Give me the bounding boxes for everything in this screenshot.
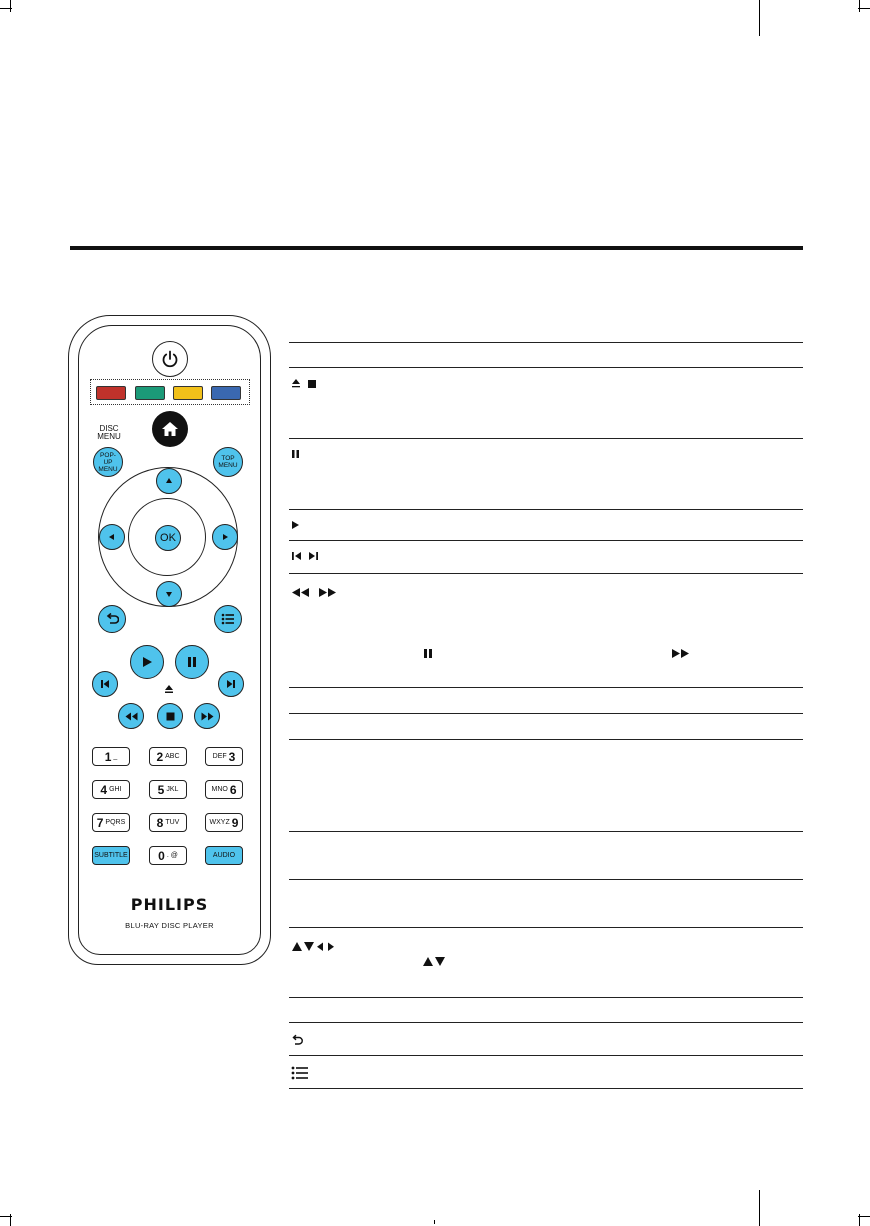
key-letters: _ [113,753,118,760]
stop-icon [307,379,317,389]
previous-button[interactable] [92,671,118,697]
audio-button[interactable] [205,846,243,865]
pause-icon [291,449,300,459]
key-digit: 8 [156,815,164,830]
fast-forward-icon [317,587,337,598]
down-arrow-icon [165,590,173,598]
play-button[interactable] [130,645,164,679]
key-digit: 9 [231,815,239,830]
right-arrow-icon [221,533,229,541]
crop-mark [759,1190,760,1226]
key-digit: 3 [228,749,236,764]
color-buttons [90,379,250,405]
fast-forward-button[interactable] [194,703,220,729]
crop-mark [859,0,860,12]
key-letters: PQRS [105,819,126,826]
back-button[interactable] [98,605,126,633]
table-rule [289,879,803,880]
key-digit: 2 [156,749,164,764]
home-button[interactable] [152,411,188,447]
key-letters: TUV [165,819,180,826]
ok-bubble[interactable] [155,525,181,551]
crop-mark [859,1214,860,1226]
options-button[interactable] [214,605,242,633]
key-letters: GHI [109,786,122,793]
rewind-button[interactable] [118,703,144,729]
back-cell [291,1034,303,1046]
key-digit: 5 [157,782,165,797]
table-rule [289,831,803,832]
key-0[interactable] [149,846,187,865]
key-3[interactable] [205,747,243,766]
play-icon [141,656,153,668]
table-rule [289,997,803,998]
subtitle-button[interactable] [92,846,130,865]
left-button[interactable] [99,524,125,550]
left-arrow-icon [108,533,116,541]
top-menu-button[interactable] [213,447,243,477]
red-button[interactable] [96,386,126,400]
next-button[interactable] [218,671,244,697]
up-down-arrows-icon [422,956,448,968]
stop-button[interactable] [157,703,183,729]
rewind-forward-cell [291,587,337,598]
table-rule [289,1055,803,1056]
rewind-icon [125,712,138,721]
up-button[interactable] [156,468,182,494]
ok-label: OK [160,532,176,544]
key-7[interactable] [92,813,130,832]
play-icon [291,520,300,530]
key-letters: MNO [211,786,228,793]
key-digit: 6 [229,782,237,797]
crop-mark [759,0,760,36]
right-button[interactable] [212,524,238,550]
key-4[interactable] [92,780,130,799]
previous-icon [291,551,302,561]
popup-menu-button[interactable] [93,447,123,477]
table-rule [289,739,803,740]
key-5[interactable] [149,780,187,799]
remote-control-illustration [68,315,271,965]
eject-icon [164,684,174,694]
key-letters: JKL [166,786,179,793]
subtitle-label: SUBTITLE [94,852,128,859]
fast-forward-icon [670,648,690,659]
table-rule [289,1088,803,1089]
table-rule [289,687,803,688]
table-rule [289,438,803,439]
key-1[interactable] [92,747,130,766]
audio-label: AUDIO [212,852,236,859]
popup-menu-label: POP-UP MENU [98,451,118,473]
rewind-icon [291,587,311,598]
crop-mark [10,1214,11,1226]
key-9[interactable] [205,813,243,832]
table-rule [289,1022,803,1023]
previous-icon [100,679,110,689]
disc-menu-label: DISC MENU [97,424,121,441]
key-digit: 4 [100,782,108,797]
up-arrow-icon [165,477,173,485]
key-6[interactable] [205,780,243,799]
navigation-cell [291,941,343,953]
pause-icon [423,648,433,659]
key-digit: 1 [104,749,112,764]
key-letters: . @ [166,852,178,859]
pause-cell [291,449,300,459]
crop-mark [434,1220,435,1224]
down-button[interactable] [156,581,182,607]
key-digit: 0 [158,848,165,863]
options-cell [291,1066,309,1080]
eject-icon [291,378,301,389]
options-icon [221,613,235,625]
key-8[interactable] [149,813,187,832]
navigation-arrows-icon [291,941,343,953]
table-rule [289,342,803,343]
back-icon [291,1034,303,1046]
power-button[interactable] [152,341,188,377]
key-2[interactable] [149,747,187,766]
crop-mark [10,0,11,12]
next-icon [226,679,236,689]
pause-button[interactable] [175,645,209,679]
key-letters: DEF [212,753,227,760]
blue-button[interactable] [211,386,241,400]
table-rule [289,509,803,510]
table-rule [289,713,803,714]
eject-stop-cell [291,378,317,389]
previous-next-cell [291,551,319,561]
table-rule [289,573,803,574]
home-icon [161,421,179,437]
options-icon [291,1066,309,1080]
table-rule [289,540,803,541]
power-icon [160,349,180,369]
fast-forward-icon [201,712,214,721]
next-icon [308,551,319,561]
key-digit: 7 [96,815,104,830]
pause-icon [187,656,197,668]
stop-icon [166,712,175,721]
play-cell [291,520,300,530]
green-button[interactable] [135,386,165,400]
key-letters: ABC [165,753,180,760]
table-rule [289,367,803,368]
section-rule [70,246,803,250]
model-label: BLU-RAY DISC PLAYER [125,921,214,930]
back-icon [105,612,119,626]
table-rule [289,927,803,928]
top-menu-label: TOP MENU [218,455,238,469]
brand-logo: PHILIPS [130,895,209,914]
key-letters: WXYZ [209,819,230,826]
yellow-button[interactable] [173,386,203,400]
